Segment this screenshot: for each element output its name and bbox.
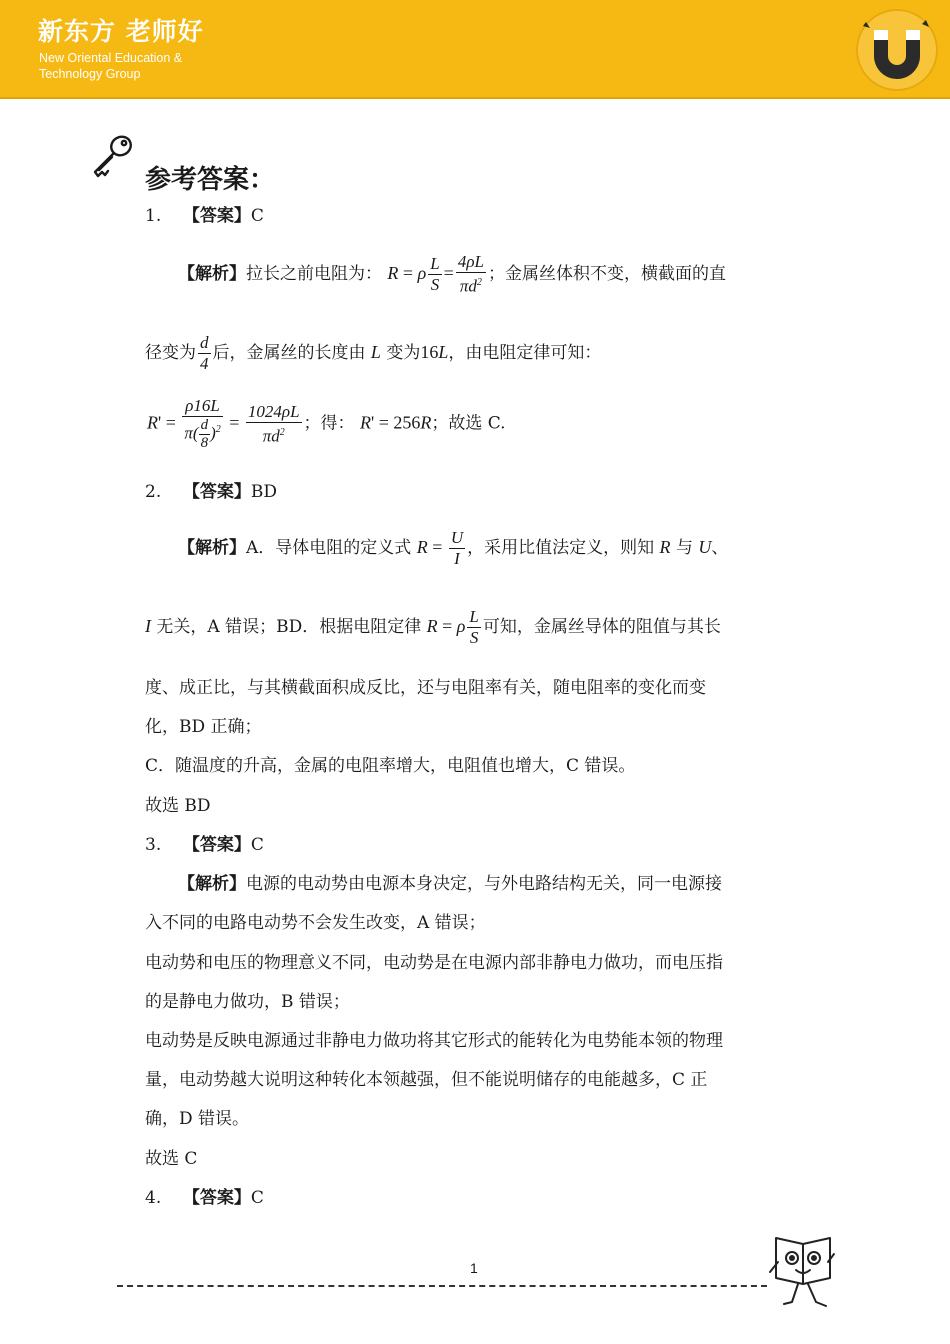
q1-analysis-line1: 【解析】拉长之前电阻为： R = ρ $\frac{L}{S}$ = $\frac{4\rho L}{\pi d^2}$ ；金属丝体积不变，横截面的直 [178,252,726,296]
q1-answer-label: 【答案】 [182,206,251,226]
q3-a-text: 电源的电动势由电源本身决定，与外电路结构无关，同一电源接 [246,874,722,894]
q3-analysis-line1 [178,873,722,895]
q1-answer-line [145,205,264,227]
q3-answer-value: C [250,835,264,855]
q2-analysis-line2: I 无关，A 错误；BD．根据电阻定律 R = ρ $\frac{L}{S}$ 可知，金属丝导体的阻值与其长 [145,607,721,647]
q1-analysis-tag: 【解析】 [178,263,246,284]
q2-a-text1: A．导体电阻的定义式 [246,538,412,558]
brand-title: 新东方 老师好 [38,17,204,46]
q1-answer-value: C [250,206,264,226]
q1-b-text3: 变为 [386,343,421,363]
formula-rho16L-over-pi-d8: ρ16L π( $\frac{d}{8}$ )$^2$ [184,396,221,451]
q2-a-text2: ，采用比值法定义，则知 [467,538,655,558]
q1-c-text2: ；故选 [431,413,483,434]
q2-b-text1: 无关，A 错误；BD．根据电阻定律 [156,617,422,637]
q1-analysis-line3: R' = ρ16L π( $\frac{d}{8}$ )$^2$ = $\frac{1024\rho L}{\pi d^2}$ ；得： R' = 256R；故选 C. [147,396,506,451]
brand-subtitle-line2: Technology Group [39,67,141,81]
q3-line7: 确，D 错误。 [145,1109,250,1129]
q2-a-text4: 、 [711,538,729,558]
q4-answer-label: 【答案】 [182,1188,251,1208]
footer-divider [117,1285,767,1287]
q3-line2: 入不同的电路电动势不会发生改变，A 错误； [145,913,486,933]
section-title: 参考答案： [145,165,276,195]
q3-line6: 量，电动势越大说明这种转化本领越强，但不能说明储存的电能越多，C 正 [145,1070,708,1090]
q2-answer-label: 【答案】 [182,482,251,502]
q2-analysis-line1: 【解析】A．导体电阻的定义式 R = $\frac{U}{I}$ ，采用比值法定义，则知 R 与 U、 [178,528,729,568]
q1-c-text1: ；得： [303,413,355,434]
q2-analysis-tag: 【解析】 [178,538,246,558]
q3-line8: 故选 C [145,1149,198,1169]
q3-line3: 电动势和电压的物理意义不同，电动势是在电源内部非静电力做功，而电压指 [145,953,723,973]
q1-b-text2: 后，金属丝的长度由 [212,343,366,363]
q3-line4: 的是静电力做功，B 错误； [145,992,350,1012]
q2-line3: 度、成正比，与其横截面积成反比，还与电阻率有关，随电阻率的变化而变 [145,678,706,698]
page-number: 1 [470,1260,478,1276]
q2-number: 2. [145,482,162,502]
page-header [0,0,950,99]
q3-line5: 电动势是反映电源通过非静电力做功将其它形式的能转化为电势能本领的物理 [145,1031,723,1051]
q3-number: 3. [145,835,162,855]
q4-number: 4. [145,1188,162,1208]
q3-answer-line [145,834,264,856]
q2-line5: C．随温度的升高，金属的电阻率增大，电阻值也增大，C 错误。 [145,756,636,776]
formula-4rhoL-over-pid2: $\frac{4\rho L}{\pi d^2}$ [457,252,484,296]
q1-c-text3: C. [487,413,506,434]
q1-analysis-line2: 径变为 $\frac{d}{4}$ 后，金属丝的长度由 L 变为16L，由电阻定律可知： [145,333,602,373]
magnet-logo-icon [852,8,942,92]
formula-L-over-S: $\frac{L}{S}$ [430,253,440,294]
formula-L-over-S-2: $\frac{L}{S}$ [469,607,479,647]
formula-1024rhoL-over-pid2: $\frac{1024\rho L}{\pi d^2}$ [247,401,300,446]
q1-analysis-text2: ；金属丝体积不变，横截面的直 [487,263,726,284]
q2-line4: 化，BD 正确； [145,717,262,737]
q2-a-text3: 与 [675,538,693,558]
q4-answer-line [145,1187,264,1209]
q2-b-text2: 可知，金属丝导体的阻值与其长 [482,617,721,637]
q1-b-text4: ，由电阻定律可知： [448,343,602,363]
q4-answer-value: C [250,1188,264,1208]
brand-subtitle-line1: New Oriental Education & [39,51,183,65]
q1-number: 1. [145,206,162,226]
q1-analysis-text1: 拉长之前电阻为： [246,263,382,284]
q2-answer-value: BD [250,482,277,502]
brand-subtitle [39,50,182,82]
key-icon [90,132,136,182]
q1-b-text1: 径变为 [145,343,196,363]
q2-line6: 故选 BD [145,796,211,816]
q3-analysis-tag: 【解析】 [178,874,246,894]
q2-answer-line [145,481,277,503]
formula-d-over-4: $\frac{d}{4}$ [200,333,209,373]
book-mascot-icon [768,1232,838,1316]
q3-answer-label: 【答案】 [182,835,251,855]
formula-U-over-I: $\frac{U}{I}$ [450,528,464,568]
